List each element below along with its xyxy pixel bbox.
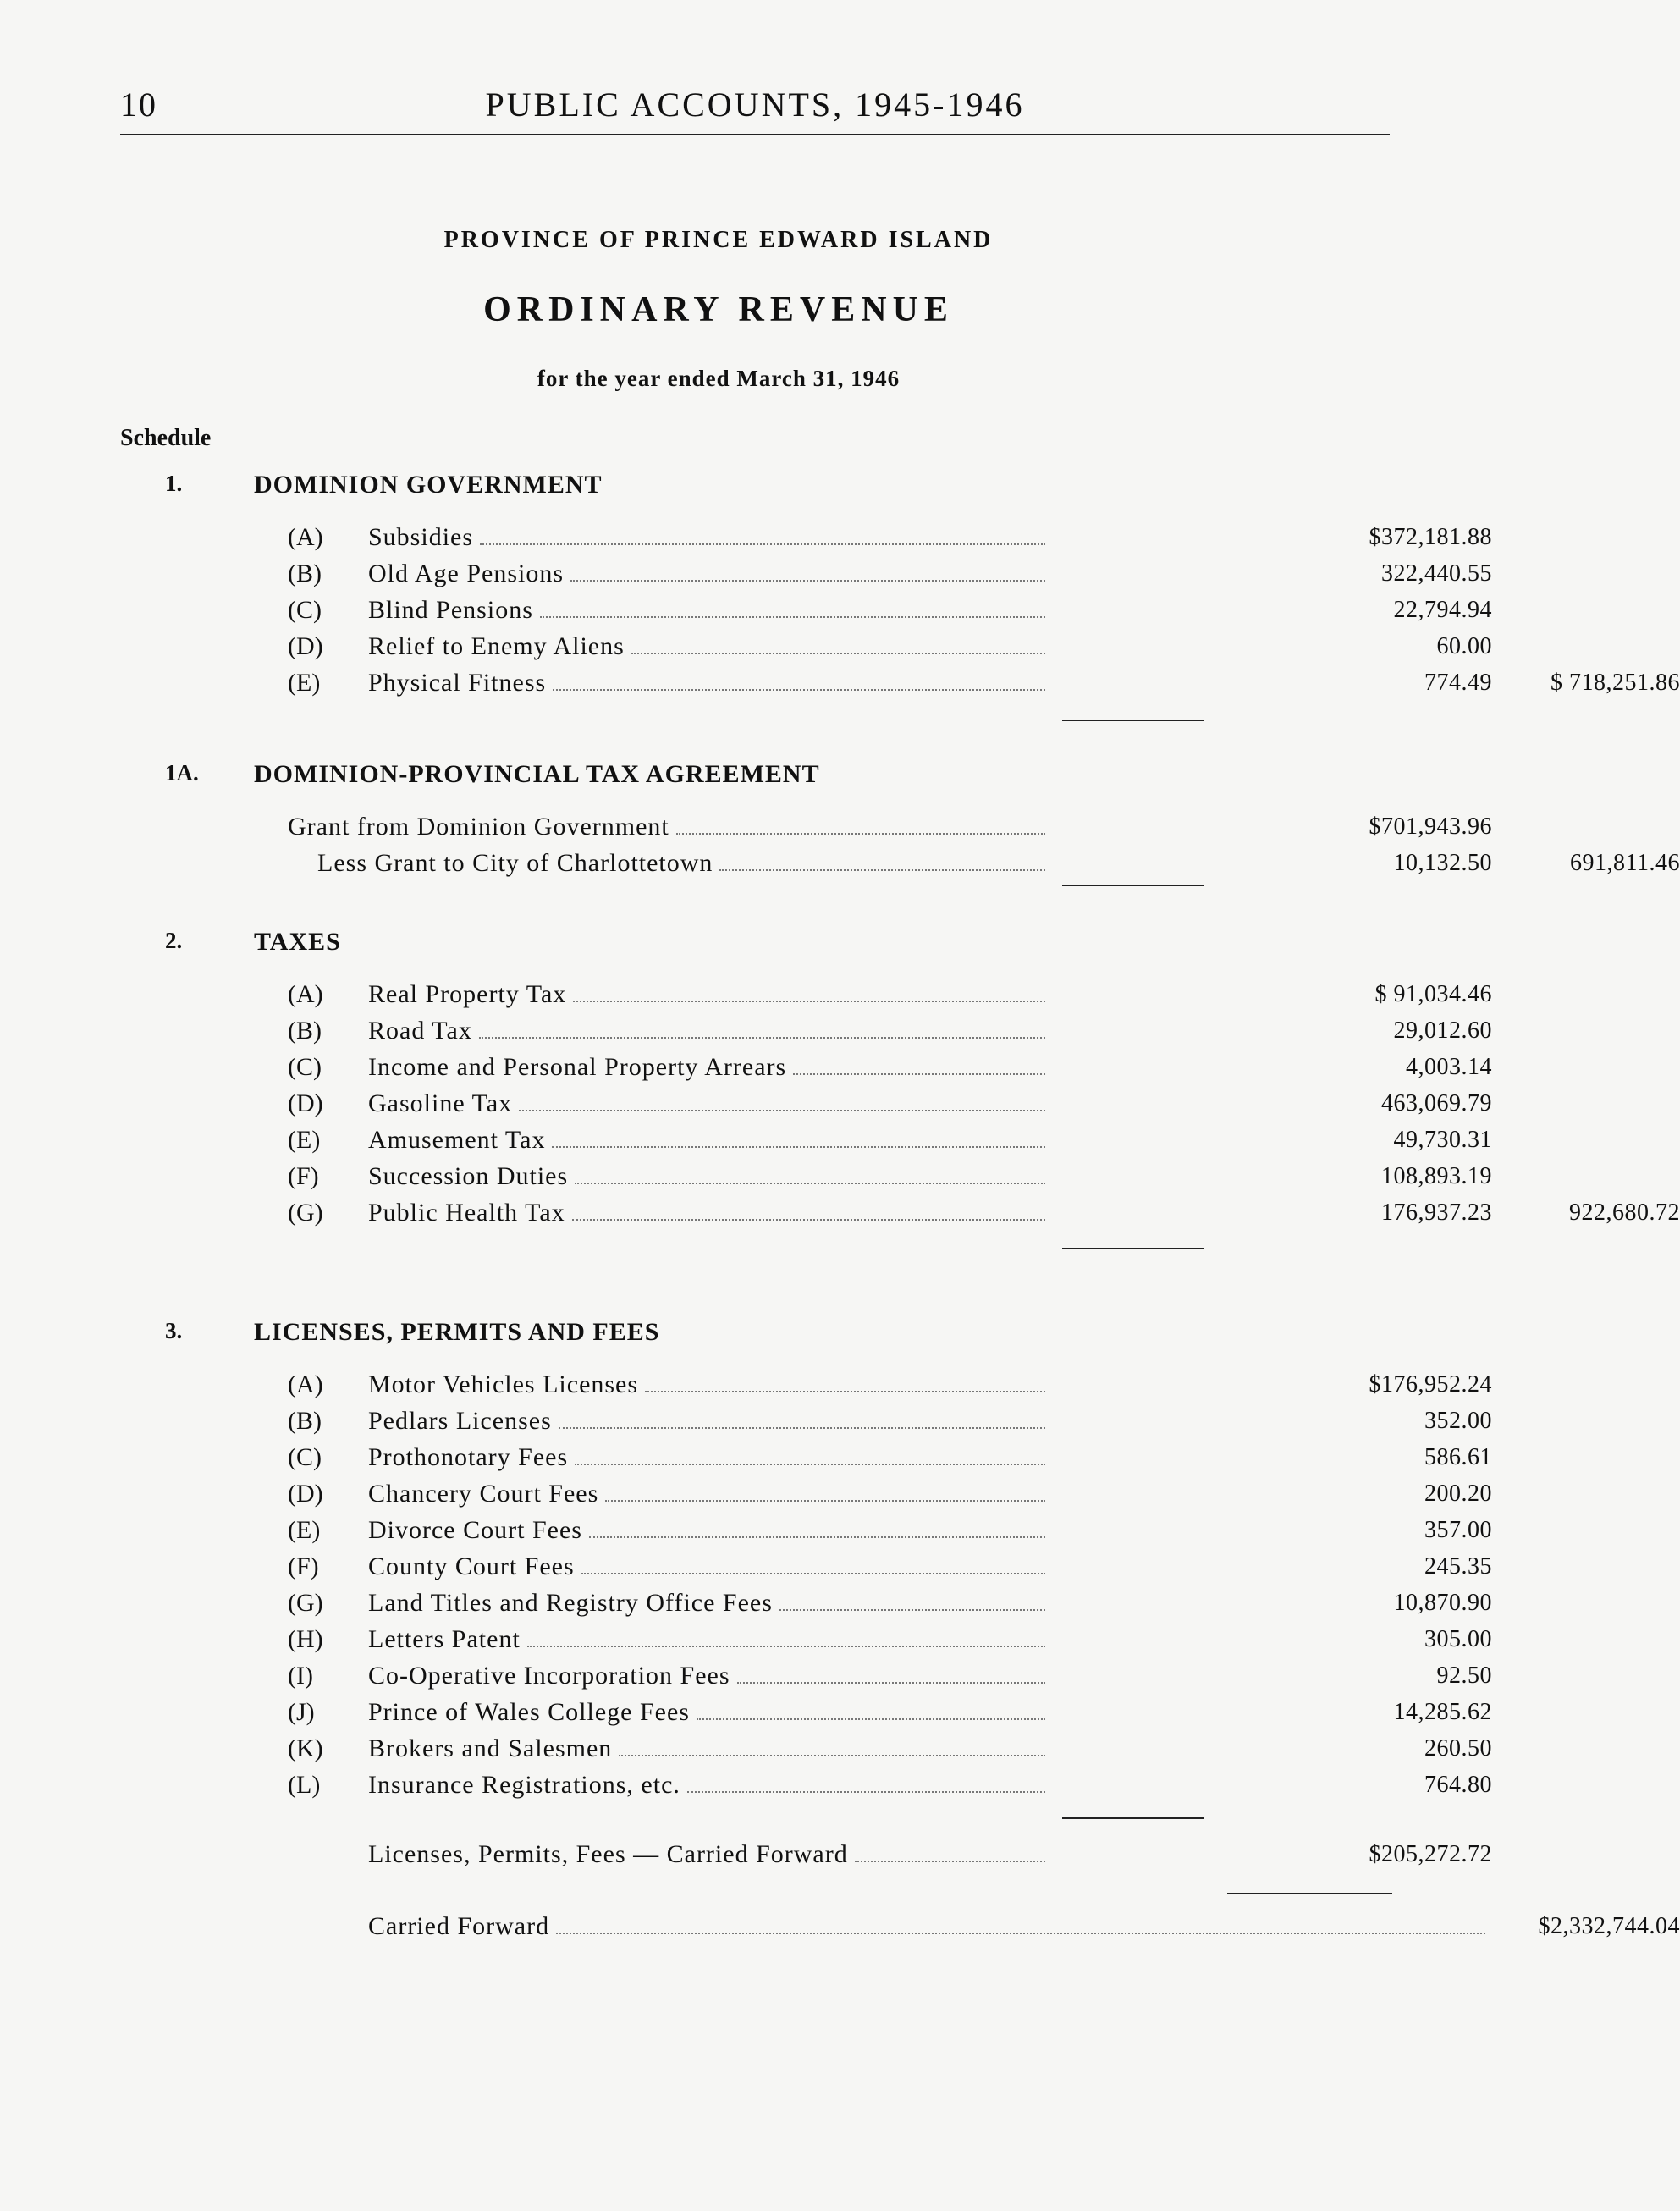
- row-label: Carried Forward: [368, 1912, 550, 1940]
- leader-dots: [553, 664, 1045, 691]
- item-amount: 10,870.90: [1393, 1590, 1492, 1616]
- subtotal-rule: [1062, 1817, 1204, 1819]
- section-number: 1.: [165, 471, 183, 496]
- item-letter: (B): [288, 1017, 322, 1045]
- line-item-row: [288, 1694, 1492, 1730]
- leader-dots: [793, 1049, 1045, 1075]
- item-letter: (B): [288, 560, 322, 587]
- item-label: Grant from Dominion Government: [288, 813, 669, 841]
- leader-dots: [572, 1194, 1045, 1221]
- item-letter: (C): [288, 596, 322, 624]
- item-letter: (A): [288, 523, 323, 551]
- item-label: Real Property Tax: [368, 980, 567, 1008]
- leader-dots: [645, 1366, 1045, 1392]
- item-label: Relief to Enemy Aliens: [368, 632, 625, 660]
- leader-dots: [519, 1085, 1045, 1111]
- subtotal-rule: [1062, 720, 1204, 721]
- document-title: ORDINARY REVENUE: [483, 290, 954, 329]
- item-amount: $176,952.24: [1369, 1371, 1492, 1398]
- item-letter: (F): [288, 1162, 319, 1190]
- item-letter: (G): [288, 1199, 323, 1227]
- item-letter: (F): [288, 1552, 319, 1580]
- item-label: Blind Pensions: [368, 596, 533, 624]
- item-label: Land Titles and Registry Office Fees: [368, 1589, 773, 1617]
- item-amount: 586.61: [1424, 1444, 1492, 1470]
- leader-dots: [570, 555, 1045, 582]
- row-amount: $205,272.72: [1369, 1841, 1492, 1867]
- item-amount: 22,794.94: [1393, 597, 1492, 623]
- item-label: Road Tax: [368, 1017, 472, 1045]
- section-title: TAXES: [254, 928, 341, 956]
- item-label: Divorce Court Fees: [368, 1516, 582, 1544]
- item-letter: (E): [288, 1516, 321, 1544]
- leader-dots: [697, 1694, 1045, 1720]
- line-item-row: [288, 1194, 1680, 1231]
- line-item-row: [288, 628, 1492, 664]
- line-item-row: [288, 1122, 1492, 1158]
- leader-dots: [581, 1548, 1045, 1574]
- row-label: Licenses, Permits, Fees — Carried Forward: [368, 1840, 848, 1868]
- item-amount: 305.00: [1424, 1626, 1492, 1652]
- section-total: $ 718,251.86: [1551, 670, 1680, 696]
- section-title: DOMINION GOVERNMENT: [254, 471, 603, 499]
- section-number: 1A.: [165, 760, 199, 786]
- item-amount: 92.50: [1436, 1662, 1492, 1689]
- item-label: Motor Vehicles Licenses: [368, 1370, 639, 1398]
- item-label: Prothonotary Fees: [368, 1443, 569, 1471]
- leader-dots: [527, 1621, 1045, 1647]
- leader-dots: [779, 1585, 1045, 1611]
- page-number: 10: [120, 85, 157, 124]
- line-item-row: [288, 664, 1680, 701]
- line-item-row: [288, 1366, 1492, 1403]
- item-label: Letters Patent: [368, 1625, 521, 1653]
- item-amount: 14,285.62: [1393, 1699, 1492, 1725]
- leader-dots: [619, 1730, 1045, 1756]
- item-amount: 29,012.60: [1393, 1017, 1492, 1044]
- item-label: Succession Duties: [368, 1162, 569, 1190]
- section-number: 3.: [165, 1318, 183, 1343]
- item-letter: (E): [288, 1126, 321, 1154]
- running-title: PUBLIC ACCOUNTS, 1945-1946: [485, 85, 1025, 124]
- item-letter: (J): [288, 1698, 315, 1726]
- leader-dots: [719, 845, 1045, 871]
- leader-dots: [575, 1158, 1045, 1184]
- leader-dots: [737, 1657, 1045, 1684]
- item-label: Less Grant to City of Charlottetown: [317, 849, 713, 877]
- item-label: Public Health Tax: [368, 1199, 565, 1227]
- item-label: Physical Fitness: [368, 669, 547, 697]
- section-title: LICENSES, PERMITS AND FEES: [254, 1318, 660, 1346]
- line-item-row: [288, 1049, 1492, 1085]
- item-amount: 60.00: [1436, 633, 1492, 659]
- line-item-row: [288, 1657, 1492, 1694]
- item-label: Co-Operative Incorporation Fees: [368, 1662, 730, 1690]
- grand-total-rule: [1227, 1893, 1392, 1894]
- leader-dots: [559, 1403, 1045, 1429]
- item-letter: (A): [288, 980, 323, 1008]
- line-item-row: [288, 1585, 1492, 1621]
- leader-dots: [855, 1836, 1045, 1862]
- item-label: Gasoline Tax: [368, 1089, 513, 1117]
- item-label: Subsidies: [368, 523, 474, 551]
- section-title: DOMINION-PROVINCIAL TAX AGREEMENT: [254, 760, 820, 788]
- leader-dots: [605, 1475, 1045, 1502]
- line-item-row: [288, 519, 1492, 555]
- leader-dots: [552, 1122, 1045, 1148]
- document-subtitle: for the year ended March 31, 1946: [537, 366, 901, 391]
- line-item-row: [288, 1512, 1492, 1548]
- leader-dots: [573, 976, 1045, 1002]
- licenses-carried-forward-row: [288, 1836, 1492, 1872]
- item-letter: (B): [288, 1407, 322, 1435]
- item-amount: 108,893.19: [1381, 1163, 1492, 1189]
- item-amount: $ 91,034.46: [1374, 981, 1492, 1007]
- leader-dots: [479, 1012, 1045, 1039]
- item-amount: 10,132.50: [1393, 850, 1492, 876]
- line-item-row: [288, 976, 1492, 1012]
- item-label: Income and Personal Property Arrears: [368, 1053, 787, 1081]
- item-amount: 49,730.31: [1393, 1127, 1492, 1153]
- item-amount: 260.50: [1424, 1735, 1492, 1762]
- line-item-row: [288, 1403, 1492, 1439]
- item-amount: 357.00: [1424, 1517, 1492, 1543]
- item-amount: 463,069.79: [1381, 1090, 1492, 1117]
- header-rule: [120, 134, 1390, 135]
- item-letter: (D): [288, 1089, 323, 1117]
- province-heading: PROVINCE OF PRINCE EDWARD ISLAND: [443, 227, 994, 253]
- line-item-row: [288, 1621, 1492, 1657]
- leader-dots: [575, 1439, 1045, 1465]
- item-amount: $372,181.88: [1369, 524, 1492, 550]
- page-header: [120, 85, 1390, 135]
- line-item-row: [288, 592, 1492, 628]
- leader-dots: [631, 628, 1045, 654]
- line-item-row: [288, 1012, 1492, 1049]
- leader-dots: [676, 808, 1045, 835]
- line-item-row: [288, 808, 1492, 845]
- line-item-row: [288, 1767, 1492, 1803]
- item-label: Amusement Tax: [368, 1126, 546, 1154]
- line-item-row: [288, 555, 1492, 592]
- line-item-row: [288, 1439, 1492, 1475]
- line-item-row: [288, 1085, 1492, 1122]
- item-amount: 774.49: [1424, 670, 1492, 696]
- item-label: Brokers and Salesmen: [368, 1734, 613, 1762]
- row-total: $2,332,744.04: [1538, 1913, 1680, 1939]
- item-label: County Court Fees: [368, 1552, 575, 1580]
- item-letter: (A): [288, 1370, 323, 1398]
- item-amount: 245.35: [1424, 1553, 1492, 1580]
- item-label: Insurance Registrations, etc.: [368, 1771, 680, 1799]
- line-item-row: [288, 1158, 1492, 1194]
- line-item-row: [288, 845, 1680, 881]
- item-letter: (C): [288, 1053, 322, 1081]
- item-amount: 322,440.55: [1381, 560, 1492, 587]
- item-letter: (C): [288, 1443, 322, 1471]
- item-label: Old Age Pensions: [368, 560, 565, 587]
- item-amount: 200.20: [1424, 1480, 1492, 1507]
- leader-dots: [556, 1908, 1485, 1934]
- item-label: Chancery Court Fees: [368, 1480, 599, 1508]
- item-label: Prince of Wales College Fees: [368, 1698, 690, 1726]
- carried-forward-row: [288, 1908, 1680, 1944]
- schedule-label: Schedule: [120, 425, 212, 451]
- item-letter: (G): [288, 1589, 323, 1617]
- item-amount: $701,943.96: [1369, 813, 1492, 840]
- section-number: 2.: [165, 928, 183, 953]
- leader-dots: [589, 1512, 1045, 1538]
- item-letter: (H): [288, 1625, 323, 1653]
- item-amount: 352.00: [1424, 1408, 1492, 1434]
- item-letter: (I): [288, 1662, 313, 1690]
- item-amount: 764.80: [1424, 1772, 1492, 1798]
- item-letter: (D): [288, 632, 323, 660]
- section-total: 691,811.46: [1570, 850, 1680, 876]
- leader-dots: [540, 592, 1045, 618]
- item-amount: 176,937.23: [1381, 1199, 1492, 1226]
- item-label: Pedlars Licenses: [368, 1407, 552, 1435]
- item-letter: (D): [288, 1480, 323, 1508]
- section-total: 922,680.72: [1569, 1199, 1680, 1226]
- subtotal-rule: [1062, 1248, 1204, 1249]
- leader-dots: [480, 519, 1045, 545]
- item-amount: 4,003.14: [1406, 1054, 1492, 1080]
- item-letter: (E): [288, 669, 321, 697]
- item-letter: (L): [288, 1771, 321, 1799]
- subtotal-rule: [1062, 885, 1204, 886]
- line-item-row: [288, 1730, 1492, 1767]
- line-item-row: [288, 1475, 1492, 1512]
- leader-dots: [687, 1767, 1045, 1793]
- line-item-row: [288, 1548, 1492, 1585]
- item-letter: (K): [288, 1734, 323, 1762]
